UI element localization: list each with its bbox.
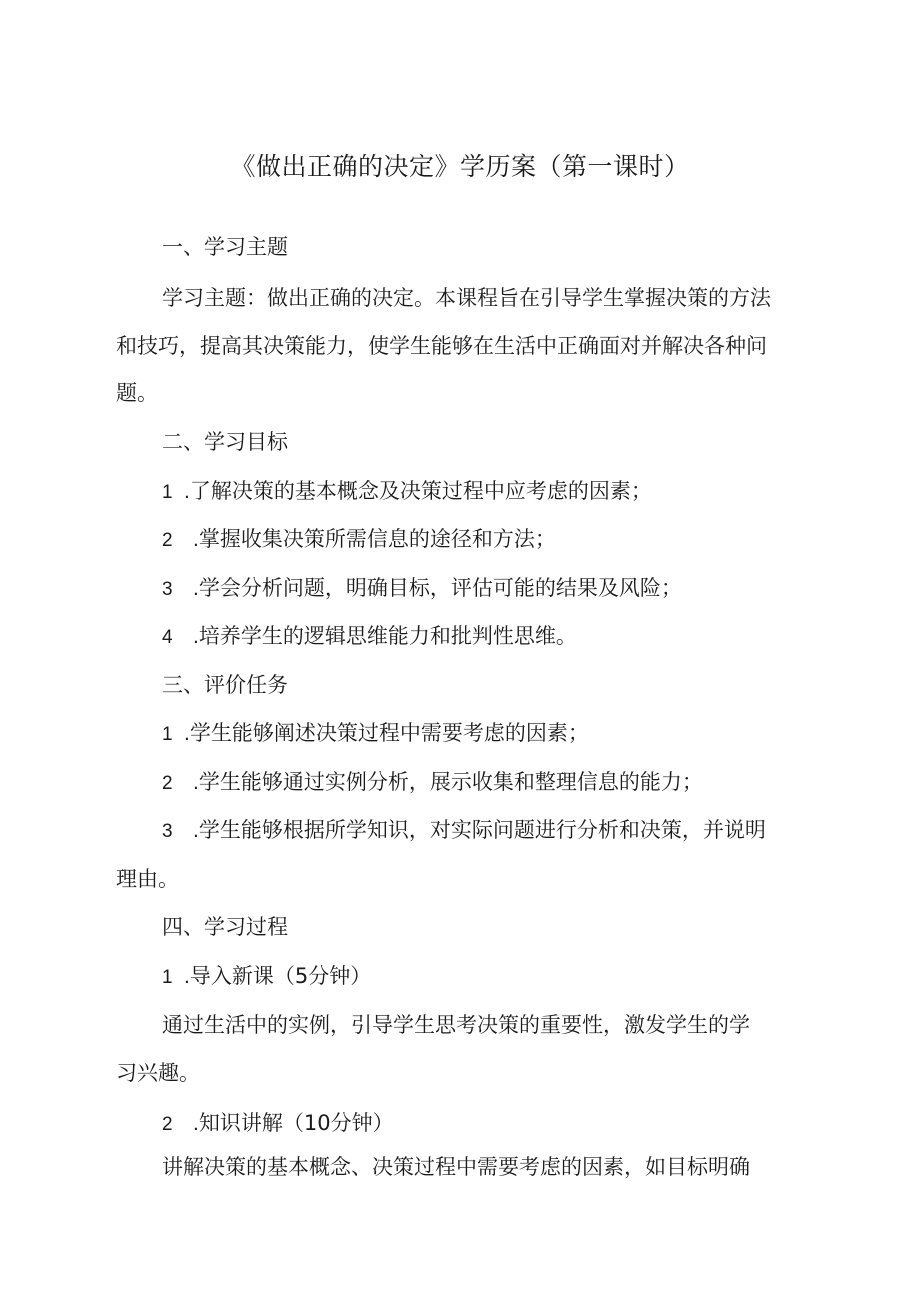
paragraph-line: 题。	[116, 381, 158, 405]
item-number: 3	[162, 821, 173, 842]
list-item	[162, 767, 703, 799]
paragraph-line: 理由。	[116, 867, 179, 891]
item-text: 学生能够通过实例分析，展示收集和整理信息的能力；	[198, 770, 703, 794]
paragraph-line: 和技巧，提高其决策能力，使学生能够在生活中正确面对并解决各种问	[116, 334, 767, 358]
item-number: 2	[162, 773, 173, 794]
paragraph-line: 习兴趣。	[116, 1061, 200, 1085]
section-heading-2: 二、学习目标	[162, 430, 288, 454]
step-heading	[162, 1108, 394, 1140]
item-text: 掌握收集决策所需信息的途径和方法；	[198, 527, 556, 551]
item-text: 培养学生的逻辑思维能力和批判性思维。	[198, 624, 577, 648]
item-dot: .	[193, 1112, 199, 1135]
list-item	[162, 621, 577, 653]
item-dot: .	[184, 722, 190, 745]
item-number: 1	[162, 482, 173, 503]
list-item	[162, 815, 766, 847]
step-heading	[162, 961, 371, 993]
list-item	[162, 718, 589, 750]
section-heading-1: 一、学习主题	[162, 235, 288, 259]
step-text: 知识讲解（10分钟）	[198, 1111, 394, 1135]
paragraph-line: 通过生活中的实例，引导学生思考决策的重要性，激发学生的学	[162, 1013, 750, 1037]
item-text: 学生能够阐述决策过程中需要考虑的因素；	[189, 721, 589, 745]
item-number: 3	[162, 579, 173, 600]
item-text: 学生能够根据所学知识，对实际问题进行分析和决策，并说明	[198, 818, 766, 842]
list-item	[162, 524, 556, 556]
list-item	[162, 476, 652, 508]
item-number: 1	[162, 724, 173, 745]
item-dot: .	[193, 625, 199, 648]
item-number: 4	[162, 627, 173, 648]
paragraph-line: 学习主题：做出正确的决定。本课程旨在引导学生掌握决策的方法	[162, 286, 771, 310]
section-heading-3: 三、评价任务	[162, 673, 288, 697]
section-heading-4: 四、学习过程	[162, 915, 288, 939]
item-dot: .	[193, 577, 199, 600]
item-dot: .	[184, 480, 190, 503]
item-text: 学会分析问题，明确目标，评估可能的结果及风险；	[198, 576, 682, 600]
step-number: 2	[162, 1114, 173, 1135]
paragraph-line: 讲解决策的基本概念、决策过程中需要考虑的因素，如目标明确	[162, 1155, 750, 1179]
step-number: 1	[162, 967, 173, 988]
list-item	[162, 573, 682, 605]
item-number: 2	[162, 530, 173, 551]
step-text: 导入新课（5分钟）	[189, 964, 372, 988]
document-title: 《做出正确的决定》学历案（第一课时）	[230, 152, 690, 181]
item-dot: .	[193, 528, 199, 551]
item-text: 了解决策的基本概念及决策过程中应考虑的因素；	[189, 479, 652, 503]
item-dot: .	[193, 771, 199, 794]
item-dot: .	[193, 819, 199, 842]
item-dot: .	[184, 965, 190, 988]
